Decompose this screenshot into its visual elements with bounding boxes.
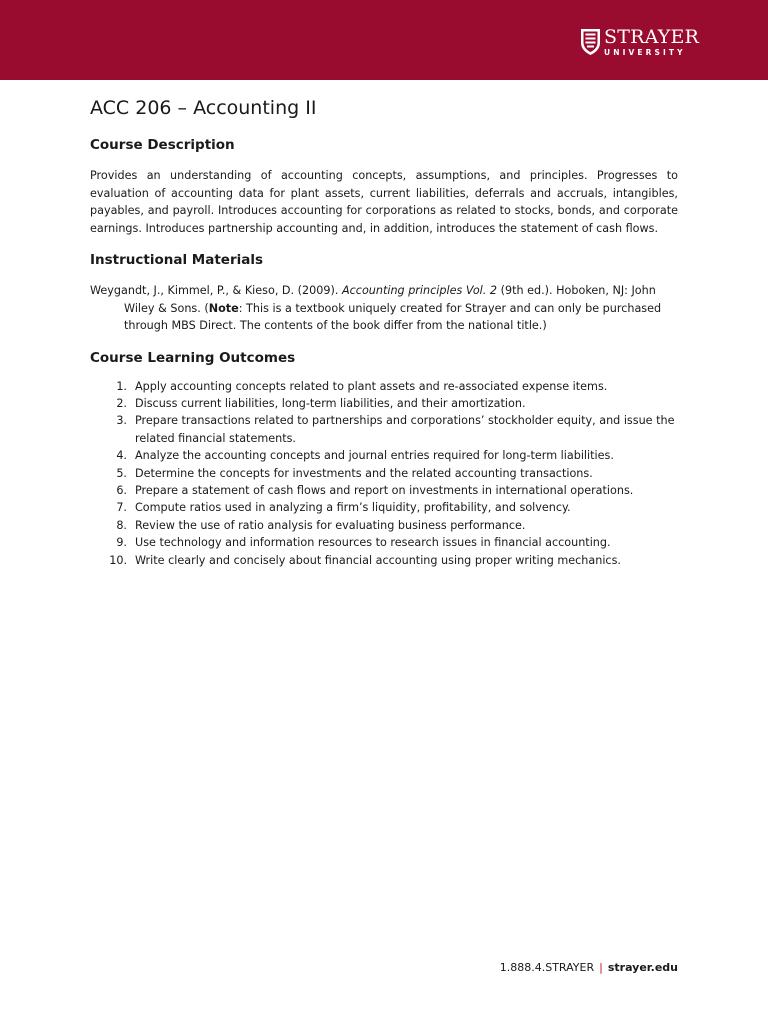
outcome-text: Discuss current liabilities, long-term liabilities, and their amortization. <box>135 396 526 410</box>
textbook-citation <box>90 282 678 335</box>
shield-icon <box>580 28 601 56</box>
outcome-number: 4. <box>116 449 127 463</box>
list-item <box>90 378 678 395</box>
outcome-text: Prepare a statement of cash flows and report on investments in international operations. <box>135 483 634 497</box>
instructional-materials-heading: Instructional Materials <box>90 252 264 268</box>
outcome-number: 9. <box>116 536 127 550</box>
outcome-text: Prepare transactions related to partnerships and corporations’ stockholder equity, and issue the related financial statements. <box>135 414 675 445</box>
outcome-text: Compute ratios used in analyzing a firm’s liquidity, profitability, and solvency. <box>135 501 571 515</box>
outcome-number: 10. <box>109 553 127 567</box>
course-learning-outcomes-heading: Course Learning Outcomes <box>90 349 296 366</box>
logo-subtitle: UNIVERSITY <box>604 48 686 57</box>
list-item <box>90 499 678 516</box>
list-item <box>90 517 678 534</box>
citation-edition-publisher: (9th ed.). Hoboken, NJ: John Wiley & Sons. ( <box>124 284 656 315</box>
citation-note-text: : This is a textbook uniquely created for Strayer and can only be purchased through MBS Direct. The contents of the book differ from the national title.) <box>124 301 662 332</box>
footer-separator: | <box>599 961 603 974</box>
outcome-text: Apply accounting concepts related to plant assets and re-associated expense items. <box>135 379 608 393</box>
header-band <box>0 0 768 80</box>
list-item <box>90 482 678 499</box>
footer-phone[interactable]: 1.888.4.STRAYER <box>499 961 595 974</box>
list-item <box>90 447 678 464</box>
outcome-text: Write clearly and concisely about financial accounting using proper writing mechanics. <box>135 553 621 567</box>
logo-text <box>604 28 699 58</box>
list-item <box>90 395 678 412</box>
outcome-number: 8. <box>116 518 127 532</box>
course-description-text: Provides an understanding of accounting concepts, assumptions, and principles. Progresses to evaluation of accounting data for plant assets, current liabilities, deferrals and accruals, intangibles, payables, and payroll. Introduces accounting for corporations as related to stocks, bonds, and corporate earnings. Introduces partnership accounting and, in addition, introduces the statement of cash flows. <box>90 169 678 235</box>
course-description-heading: Course Description <box>90 137 235 153</box>
strayer-logo[interactable] <box>580 28 710 60</box>
outcome-number: 6. <box>116 483 127 497</box>
outcome-text: Analyze the accounting concepts and journal entries required for long-term liabilities. <box>135 449 614 463</box>
learning-outcomes-list <box>90 378 678 569</box>
page-title: ACC 206 – Accounting II <box>90 97 317 119</box>
list-item <box>90 412 678 447</box>
outcome-text: Review the use of ratio analysis for evaluating business performance. <box>135 518 526 532</box>
outcome-number: 2. <box>116 396 127 410</box>
outcome-number: 7. <box>116 501 127 515</box>
list-item <box>90 534 678 551</box>
list-item <box>90 552 678 569</box>
citation-book-title: Accounting principles Vol. 2 <box>341 284 498 297</box>
outcome-text: Use technology and information resources to research issues in financial accounting. <box>135 536 611 550</box>
footer-contact <box>500 959 678 977</box>
outcome-number: 5. <box>116 466 127 480</box>
footer-website-link[interactable]: strayer.edu <box>607 961 678 974</box>
outcome-text: Determine the concepts for investments and the related accounting transactions. <box>135 466 593 480</box>
outcome-number: 1. <box>116 379 127 393</box>
list-item <box>90 465 678 482</box>
citation-authors: Weygandt, J., Kimmel, P., & Kieso, D. (2009). <box>90 284 342 297</box>
citation-note-label: Note <box>208 301 239 315</box>
document-body <box>90 94 678 569</box>
logo-wordmark: STRAYER <box>604 26 700 48</box>
outcome-number: 3. <box>116 414 127 428</box>
